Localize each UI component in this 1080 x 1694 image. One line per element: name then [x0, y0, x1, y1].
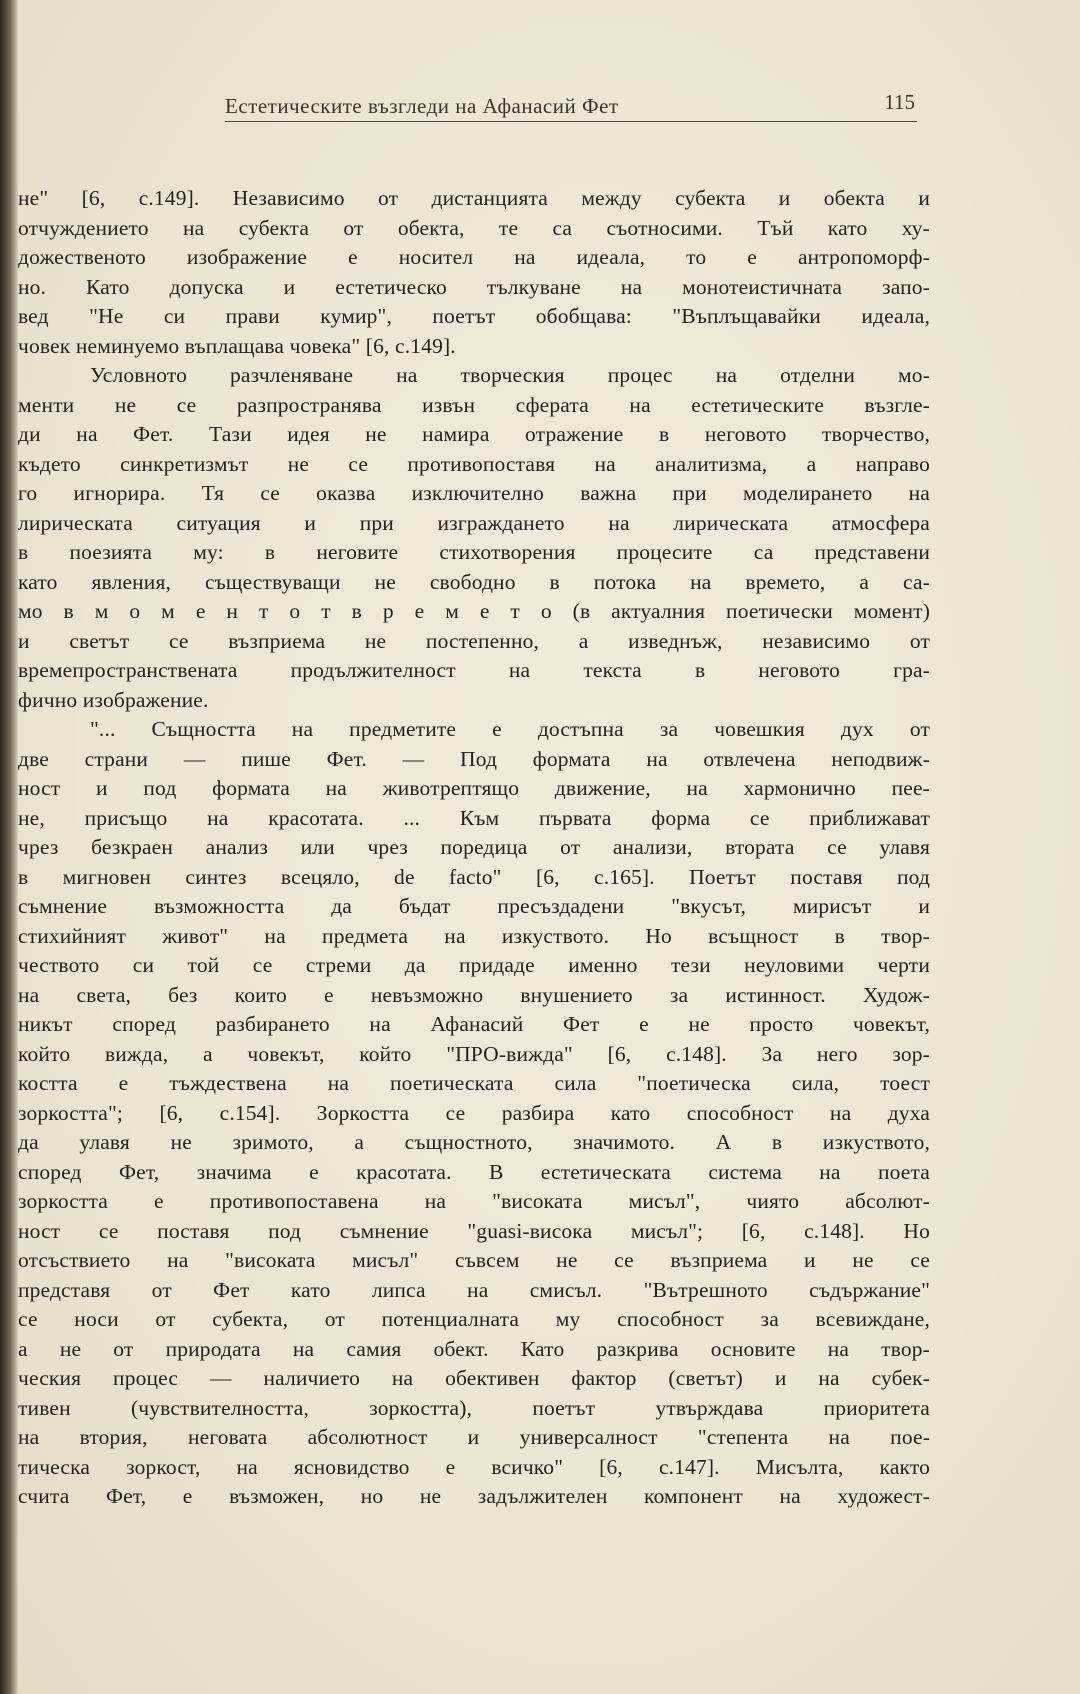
text-line: ди на Фет. Тази идея не намира отражение в неговото творчество, — [18, 422, 930, 446]
text-line: никът според разбирането на Афанасий Фет е не просто човекът, — [18, 1012, 930, 1036]
header-rule — [225, 121, 917, 122]
text-line: като явления, съществуващи не свободно в потока на времето, а са- — [18, 569, 930, 594]
page-number: 115 — [884, 90, 915, 114]
text-line: и светът се възприема не постепенно, а изведнъж, независимо от — [18, 628, 930, 653]
text-line: не, присъщо на красотата. ... Към първата форма се приближават — [18, 805, 930, 830]
text-line: не" [6, с.149]. Независимо от дистанцията между субекта и обекта и — [18, 186, 930, 210]
text-line: тическа зоркост, на ясновидство е всичко" [6, с.147]. Мисълта, както — [18, 1454, 930, 1479]
text-line: на втория, неговата абсолютност и универсалност "степента на пое- — [18, 1425, 930, 1449]
text-line: времепространствената продължителност на текста в неговото гра- — [18, 658, 930, 682]
text-line: на света, без които е невъзможно внушението за истинност. Худож- — [18, 982, 930, 1007]
text-line: в поезията му: в неговите стихотворения процесите са представени — [18, 540, 930, 564]
text-line: чеството си той се стреми да придаде именно тези неуловими черти — [18, 953, 930, 977]
text-line: костта е тъждествена на поетическата сила "поетическа сила, тоест — [18, 1071, 930, 1095]
text-line: две страни — пише Фет. — Под формата на отвлечена неподвиж- — [18, 746, 930, 771]
text-line: където синкретизмът не се противопоставя на аналитизма, а направо — [18, 451, 930, 476]
text-line: го игнорира. Тя се оказва изключително важна при моделирането на — [18, 481, 930, 505]
text-line: но. Като допуска и естетическо тълкуване на монотеистичната запо- — [18, 274, 930, 299]
text-line: лирическата ситуация и при изграждането на лирическата атмосфера — [18, 510, 930, 535]
text-line: според Фет, значима е красотата. В естетическата система на поета — [18, 1159, 930, 1184]
text-line: да улавя не зримото, а същностното, значимото. А в изкуството, — [18, 1130, 930, 1154]
text-line: "... Същността на предметите е достъпна за човешкия дух от — [90, 717, 930, 741]
text-line: се носи от субекта, от потенциалната му способност за всевиждане, — [18, 1307, 930, 1331]
text-line: представя от Фет като липса на смисъл. "Вътрешното съдържание" — [18, 1277, 930, 1302]
body-text — [18, 184, 930, 1512]
text-line: ност и под формата на животрептящо движение, на хармонично пее- — [18, 776, 930, 800]
running-title: Естетическите възгледи на Афанасий Фет — [225, 94, 619, 118]
text-line: мо в м о м е н т о т в р е м е т о (в актуалния поетически момент) — [18, 599, 930, 623]
text-line: дожественото изображение е носител на идеала, то е антропоморф- — [18, 245, 930, 269]
running-header — [225, 88, 915, 128]
text-line: счита Фет, е възможен, но не задължителен компонент на художест- — [18, 1484, 930, 1508]
text-line: който вижда, а човекът, който "ПРО-вижда" [6, с.148]. За него зор- — [18, 1041, 930, 1066]
text-line: съмнение възможността да бъдат пресъздадени "вкусът, мирисът и — [18, 894, 930, 918]
text-line: фично изображение. — [18, 687, 209, 712]
text-line: ческия процес — наличието на обективен фактор (светът) и на субек- — [18, 1366, 930, 1390]
text-line: зоркостта е противопоставена на "високата мисъл", чиято абсолют- — [18, 1189, 930, 1213]
text-line: отсъствието на "високата мисъл" съвсем не се възприема и не се — [18, 1248, 930, 1272]
text-line: отчуждението на субекта от обекта, те са съотносими. Тъй като ху- — [18, 215, 930, 240]
text-line: а не от природата на самия обект. Като разкрива основите на твор- — [18, 1336, 930, 1361]
text-line: чрез безкраен анализ или чрез поредица от анализи, втората се улавя — [18, 835, 930, 859]
text-line: тивен (чувствителността, зоркостта), поетът утвърждава приоритета — [18, 1395, 930, 1420]
text-line: менти не се разпространява извън сферата на естетическите възгле- — [18, 392, 930, 417]
text-line: зоркостта"; [6, с.154]. Зоркостта се разбира като способност на духа — [18, 1100, 930, 1125]
text-line: стихийният живот" на предмета на изкуството. Но всъщност в твор- — [18, 923, 930, 948]
text-line: ност се поставя под съмнение "guasi-висока мисъл"; [6, с.148]. Но — [18, 1218, 930, 1243]
book-spine-shadow — [0, 0, 18, 1694]
text-line: в мигновен синтез всецяло, de facto" [6, с.165]. Поетът поставя под — [18, 864, 930, 889]
text-line: Условното разчленяване на творческия процес на отделни мо- — [90, 363, 930, 387]
text-line: вед "Не си прави кумир", поетът обобщава: "Въплъщавайки идеала, — [18, 304, 930, 328]
text-line: човек неминуемо въплащава човека" [6, с.149]. — [18, 333, 456, 358]
